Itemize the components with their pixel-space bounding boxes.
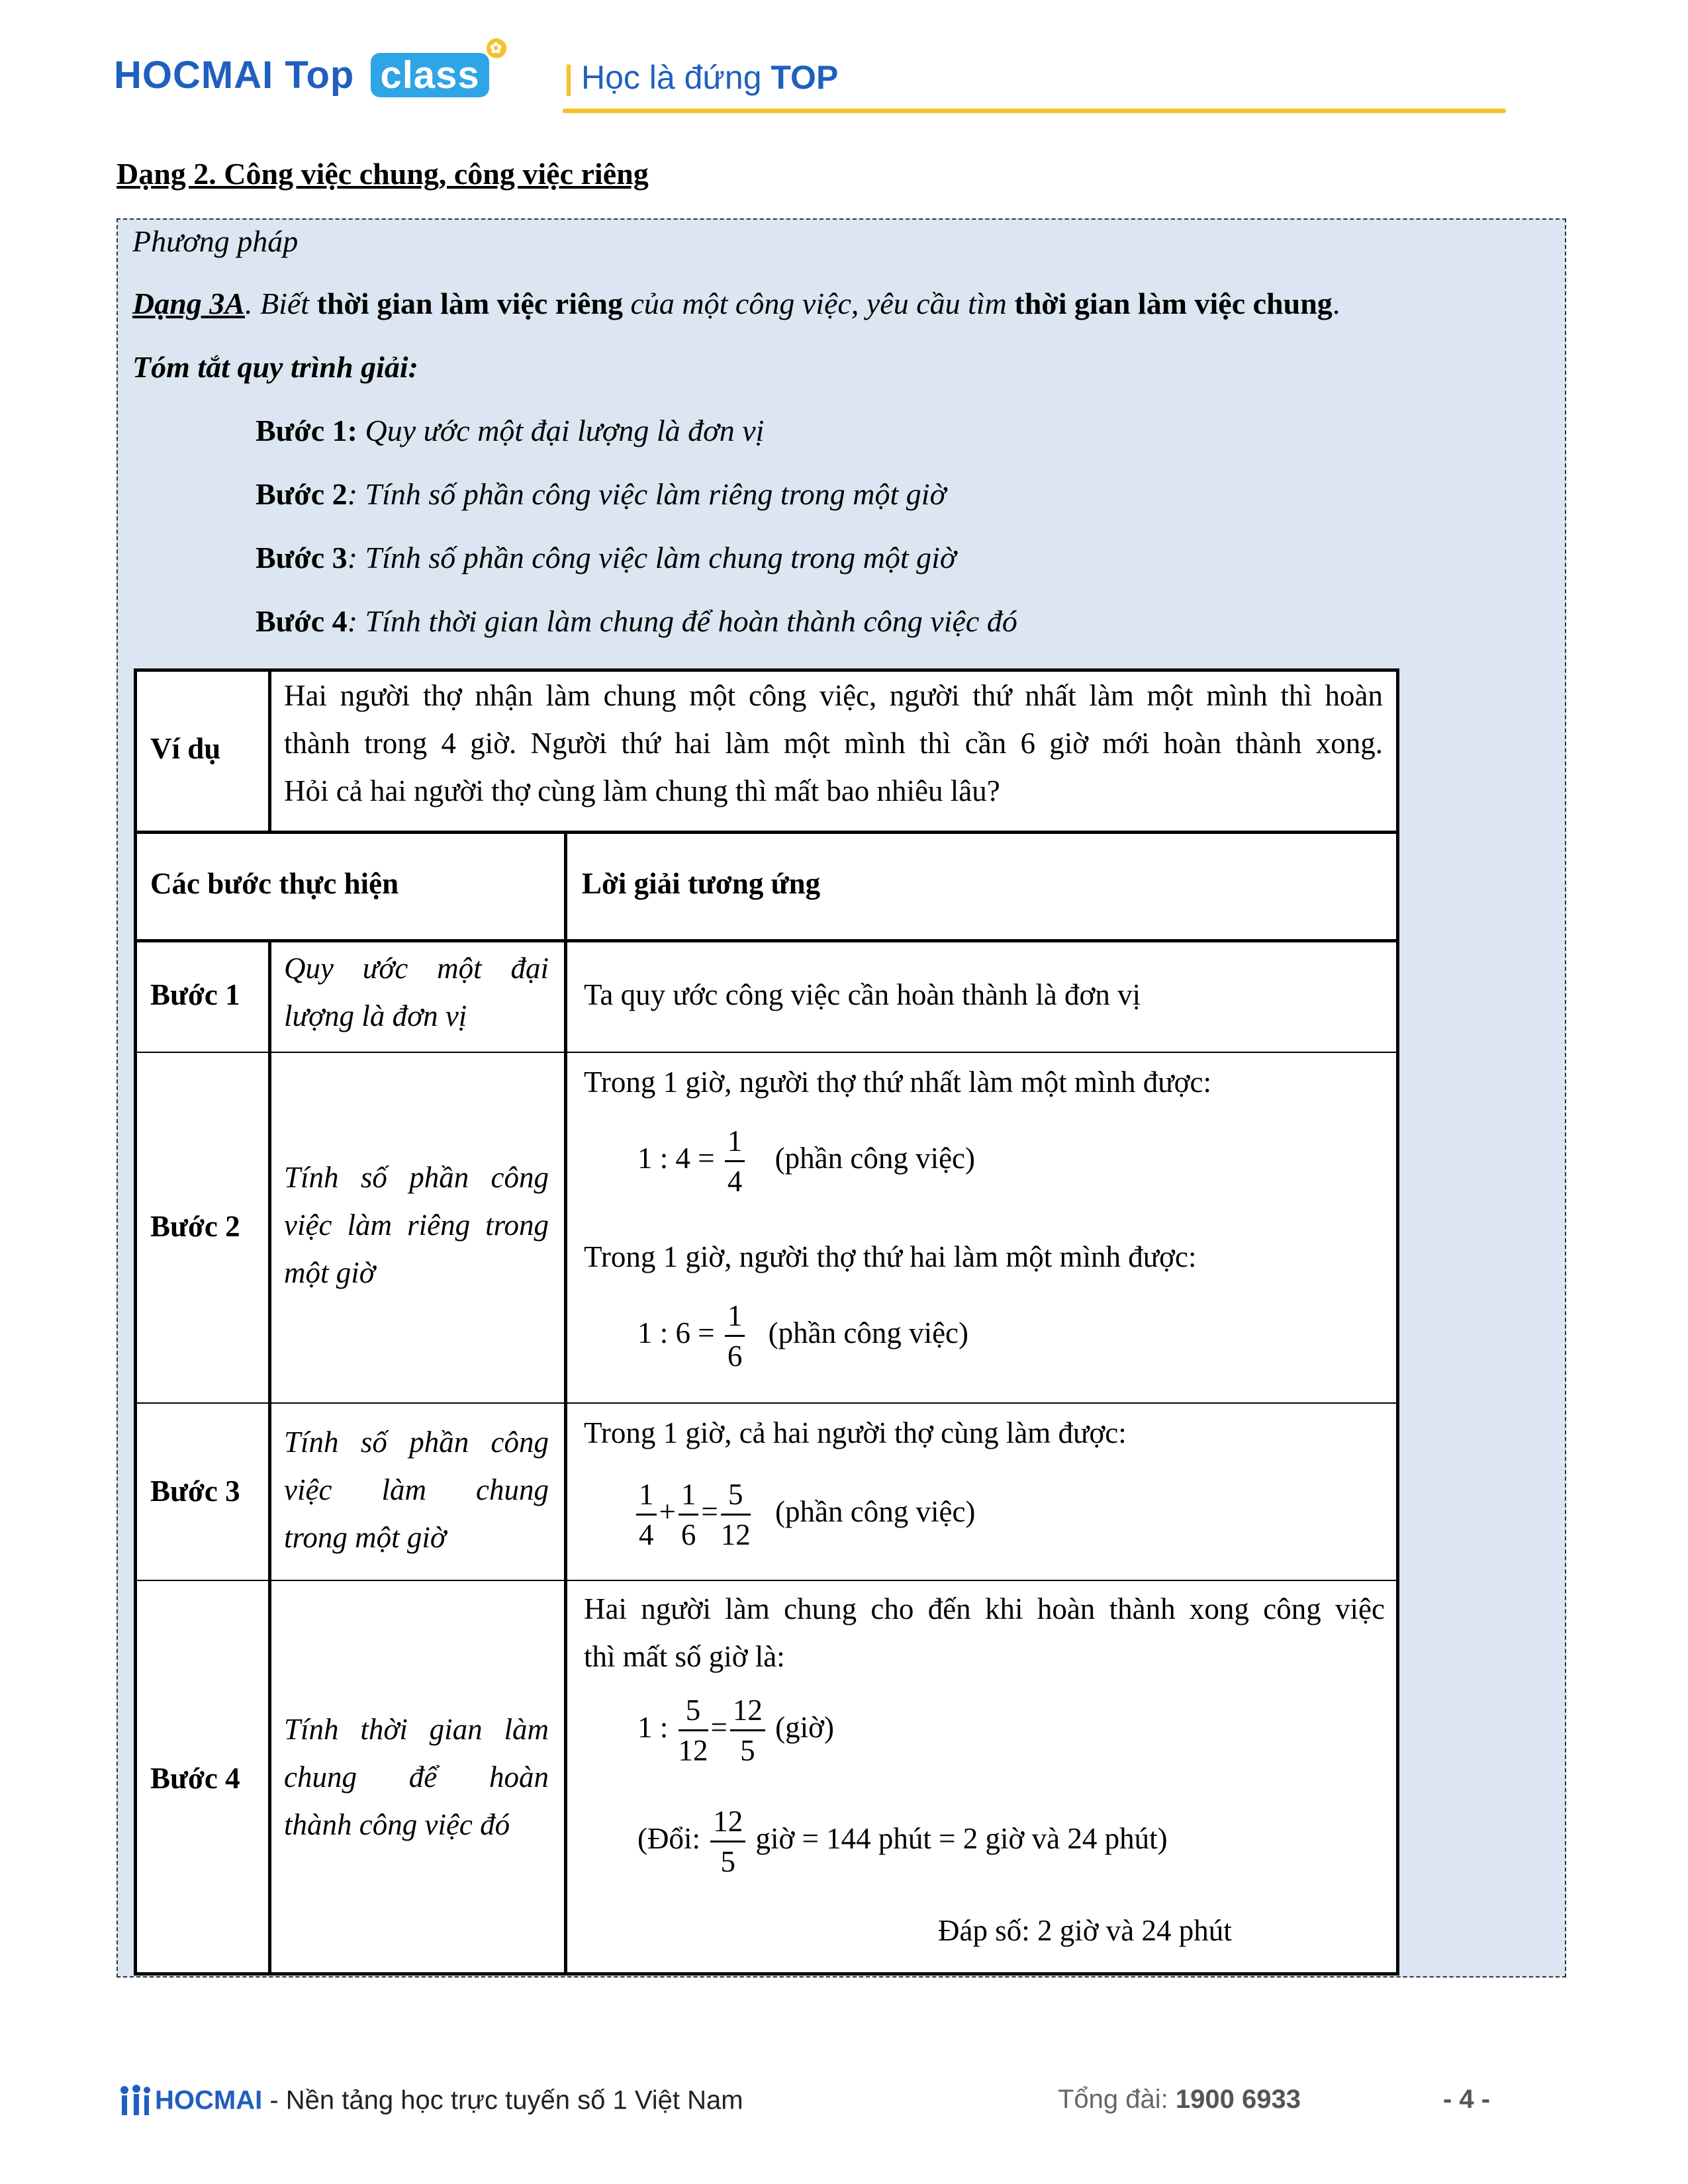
dang-label: Dạng 3A	[132, 287, 245, 320]
step-4-label: Bước 4	[150, 1762, 240, 1795]
footer-slogan: - Nền tảng học trực tuyến số 1 Việt Nam	[262, 2085, 743, 2115]
example-text	[284, 672, 1383, 815]
step-2-desc: Tính số phần công việc làm riêng trong một giờ	[284, 1161, 549, 1289]
col-header-steps: Các bước thực hiện	[150, 867, 399, 900]
tagline-divider: |	[564, 59, 573, 96]
logo-hocmai-text: HOCMAI	[114, 54, 274, 97]
step-3-label: Bước 3	[150, 1475, 240, 1508]
step-1-solution: Ta quy ước công việc cần hoàn thành là đơn vị	[584, 978, 1141, 1011]
footer-hotline	[1058, 2085, 1301, 2115]
step-4-sol-text: Hai người làm chung cho đến khi hoàn thành xong công việc thì mất số giờ là:	[584, 1592, 1385, 1673]
step-3-sol-line: Trong 1 giờ, cả hai người thợ cùng làm được:	[584, 1416, 1127, 1449]
step-2-label: Bước 2	[150, 1210, 240, 1243]
hotline-number: 1900 6933	[1175, 2085, 1301, 2114]
step-2-sol-line-1: Trong 1 giờ, người thợ thứ nhất làm một mình được:	[584, 1066, 1211, 1099]
dang-3a-line: Dạng 3A. Biết thời gian làm việc riêng của một công việc, yêu cầu tìm thời gian làm việc chung.	[132, 287, 1340, 320]
example-line-2: thành trong 4 giờ. Người thứ hai làm một mình thì cần 6 giờ mới hoàn thành xong.	[284, 727, 1383, 760]
step-2-equation-2: 1 : 6 = $\frac{1}{6}$ (phần công việc)	[637, 1297, 968, 1375]
example-line-3: Hỏi cả hai người thợ cùng làm chung thì mất bao nhiêu lâu?	[284, 774, 1000, 807]
table-divider	[137, 831, 1396, 834]
example-table	[134, 668, 1399, 1976]
footer-brand-name: HOCMAI	[155, 2085, 263, 2115]
sun-icon: ✿	[487, 38, 506, 58]
header-underline	[563, 109, 1506, 113]
step-3-desc: Tính số phần công việc làm chung trong một giờ	[284, 1426, 549, 1554]
step-4-desc: Tính thời gian làm chung để hoàn thành công việc đó	[284, 1713, 549, 1841]
step-1-label: Bước 1	[150, 978, 240, 1011]
step-3-equation: $\frac{1}{4}$ + $\frac{1}{6}$ = $\frac{5}{12}$ (phần công việc)	[633, 1475, 975, 1554]
method-step-3: Bước 3: Tính số phần công việc làm chung trong một giờ	[256, 541, 957, 574]
step-2-equation-1: 1 : 4 = $\frac{1}{4}$ (phần công việc)	[637, 1122, 975, 1201]
example-label: Ví dụ	[150, 732, 221, 765]
page-number: - 4 -	[1443, 2085, 1491, 2114]
example-line-1: Hai người thợ nhận làm chung một công việc, người thứ nhất làm một mình thì hoàn	[284, 679, 1383, 712]
logo-top-text: Top	[285, 54, 355, 97]
step-4-conversion: (Đổi: $\frac{12}{5}$ giờ = 144 phút = 2 giờ và 24 phút)	[637, 1802, 1168, 1881]
method-heading: Phương pháp	[132, 224, 299, 258]
tagline-prefix: Học là đứng	[581, 59, 762, 96]
hotline-label: Tổng đài:	[1058, 2085, 1176, 2114]
table-divider	[268, 672, 271, 831]
method-step-2: Bước 2: Tính số phần công việc làm riêng trong một giờ	[256, 477, 947, 511]
summary-heading: Tóm tắt quy trình giải:	[132, 350, 418, 384]
method-step-1: Bước 1: Quy ước một đại lượng là đơn vị	[256, 414, 765, 447]
footer-brand	[117, 2085, 743, 2119]
section-title: Dạng 2. Công việc chung, công việc riêng	[117, 157, 649, 191]
table-divider	[137, 1580, 1396, 1581]
table-divider	[564, 831, 567, 1976]
table-divider	[137, 1052, 1396, 1053]
table-divider	[137, 1402, 1396, 1404]
table-divider	[137, 939, 1396, 942]
tagline-top: TOP	[771, 59, 839, 96]
final-answer: Đáp số: 2 giờ và 24 phút	[938, 1914, 1232, 1947]
hocmai-people-icon	[117, 2085, 154, 2119]
logo-class-text: class	[380, 54, 480, 97]
step-1-desc: Quy ước một đại lượng là đơn vị	[284, 952, 549, 1032]
step-2-sol-line-2: Trong 1 giờ, người thợ thứ hai làm một mình được:	[584, 1240, 1197, 1273]
col-header-solution: Lời giải tương ứng	[582, 867, 821, 900]
hocmai-topclass-logo	[114, 40, 503, 97]
step-4-equation: 1 : $\frac{5}{12}$ = $\frac{12}{5}$ (giờ)	[637, 1691, 834, 1770]
header-tagline	[564, 58, 838, 97]
table-divider	[268, 939, 271, 1976]
logo-class-badge	[371, 40, 503, 97]
method-step-4: Bước 4: Tính thời gian làm chung để hoàn thành công việc đó	[256, 604, 1017, 638]
